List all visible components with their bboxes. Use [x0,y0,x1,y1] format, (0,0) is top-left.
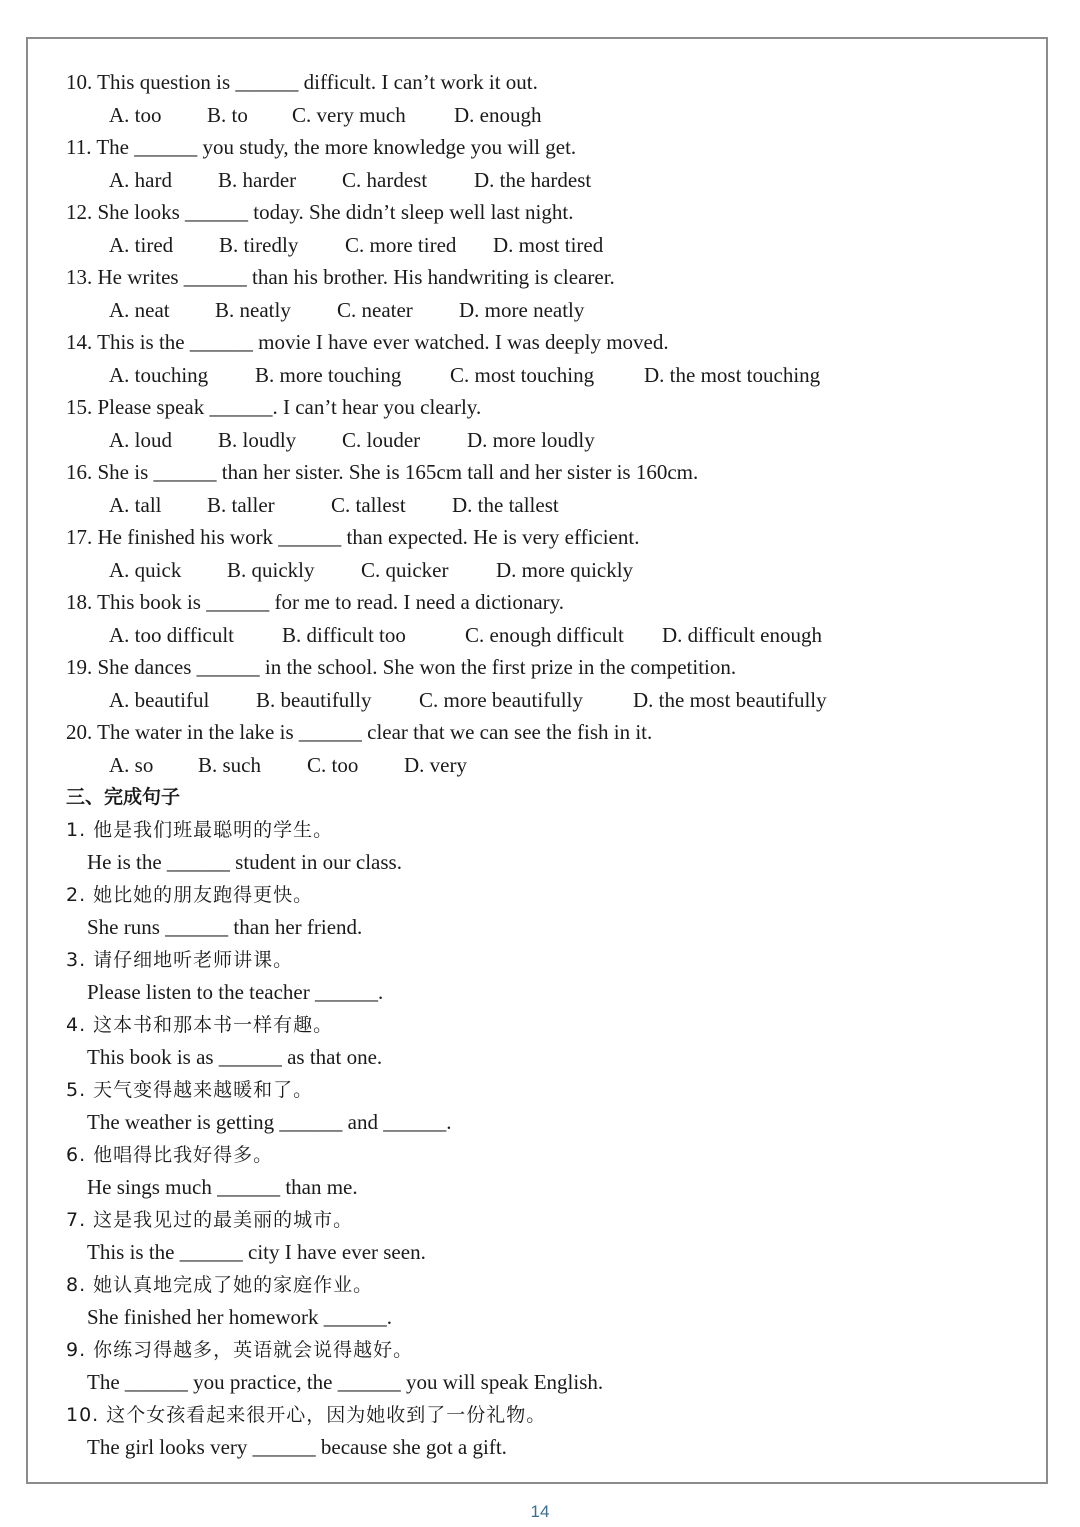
answer-option: D. enough [454,102,542,127]
question-options [66,554,1026,587]
question-options [66,684,1026,717]
answer-option: C. quicker [361,557,449,582]
answer-option: B. harder [218,167,297,192]
question-stem: 15. Please speak ______. I can’t hear you clearly. [66,395,482,419]
answer-option: B. difficult too [282,622,406,647]
answer-option: C. enough difficult [465,622,624,647]
chinese-prompt: 7. 这是我见过的最美丽的城市。 [66,1208,354,1231]
english-sentence: The ______ you practice, the ______ you will speak English. [87,1370,604,1394]
answer-option: B. loudly [218,427,297,452]
answer-option: A. loud [109,427,172,452]
section-heading: 三、完成句子 [66,786,181,808]
answer-option: A. touching [109,362,209,387]
question-options [66,294,1026,327]
answer-option: D. very [404,752,467,777]
answer-option: B. quickly [227,557,315,582]
answer-option: A. too difficult [109,622,235,647]
chinese-prompt: 8. 她认真地完成了她的家庭作业。 [66,1273,374,1296]
answer-option: D. most tired [493,232,604,257]
answer-option: B. beautifully [256,687,372,712]
question-options [66,424,1026,457]
chinese-prompt: 3. 请仔细地听老师讲课。 [66,948,294,971]
chinese-prompt: 6. 他唱得比我好得多。 [66,1143,274,1166]
question-options [66,489,1026,522]
question-options [66,229,1026,262]
answer-option: C. hardest [342,167,428,192]
answer-option: A. too [109,102,162,127]
answer-option: D. the most touching [644,362,821,387]
complete-sentences-list [66,814,1026,1464]
answer-option: C. most touching [450,362,595,387]
chinese-prompt: 5. 天气变得越来越暖和了。 [66,1078,314,1101]
question-stem: 10. This question is ______ difficult. I can’t work it out. [66,70,538,94]
answer-option: C. tallest [331,492,406,517]
question-options [66,619,1026,652]
english-sentence: She runs ______ than her friend. [87,915,363,939]
answer-option: A. quick [109,557,182,582]
english-sentence: He sings much ______ than me. [87,1175,358,1199]
english-sentence: Please listen to the teacher ______. [87,980,384,1004]
answer-option: C. louder [342,427,421,452]
answer-option: C. too [307,752,359,777]
answer-option: C. very much [292,102,406,127]
answer-option: D. more loudly [467,427,595,452]
english-sentence: The girl looks very ______ because she got a gift. [87,1435,507,1459]
question-options [66,164,1026,197]
question-stem: 13. He writes ______ than his brother. His handwriting is clearer. [66,265,615,289]
question-stem: 16. She is ______ than her sister. She is 165cm tall and her sister is 160cm. [66,460,699,484]
english-sentence: This book is as ______ as that one. [87,1045,383,1069]
answer-option: D. the tallest [452,492,559,517]
chinese-prompt: 4. 这本书和那本书一样有趣。 [66,1013,334,1036]
answer-option: B. tiredly [219,232,299,257]
chinese-prompt: 2. 她比她的朋友跑得更快。 [66,883,314,906]
answer-option: B. such [198,752,261,777]
answer-option: C. neater [337,297,413,322]
question-stem: 19. She dances ______ in the school. She won the first prize in the competition. [66,655,737,679]
question-stem: 18. This book is ______ for me to read. I need a dictionary. [66,590,565,614]
question-stem: 11. The ______ you study, the more knowledge you will get. [66,135,577,159]
answer-option: A. neat [109,297,170,322]
answer-option: B. more touching [255,362,402,387]
answer-option: D. difficult enough [662,622,823,647]
question-stem: 17. He finished his work ______ than expected. He is very efficient. [66,525,640,549]
english-sentence: She finished her homework ______. [87,1305,393,1329]
question-stem: 12. She looks ______ today. She didn’t sleep well last night. [66,200,574,224]
answer-option: D. more quickly [496,557,634,582]
worksheet-content [66,66,1026,1464]
question-options [66,99,1026,132]
english-sentence: The weather is getting ______ and ______. [87,1110,452,1134]
multiple-choice-list [66,66,1026,781]
chinese-prompt: 9. 你练习得越多，英语就会说得越好。 [66,1338,414,1361]
answer-option: C. more beautifully [419,687,583,712]
answer-option: B. taller [207,492,275,517]
answer-option: B. neatly [215,297,291,322]
answer-option: B. to [207,102,248,127]
question-stem: 14. This is the ______ movie I have ever watched. I was deeply moved. [66,330,669,354]
answer-option: A. tired [109,232,174,257]
english-sentence: He is the ______ student in our class. [87,850,402,874]
chinese-prompt: 1. 他是我们班最聪明的学生。 [66,818,334,841]
question-options [66,749,1026,782]
answer-option: C. more tired [345,232,457,257]
english-sentence: This is the ______ city I have ever seen. [87,1240,426,1264]
chinese-prompt: 10. 这个女孩看起来很开心，因为她收到了一份礼物。 [66,1403,547,1426]
answer-option: D. the most beautifully [633,687,827,712]
page-number: 14 [530,1502,550,1521]
answer-option: A. so [109,752,154,777]
question-stem: 20. The water in the lake is ______ clear that we can see the fish in it. [66,720,653,744]
answer-option: A. hard [109,167,172,192]
answer-option: A. beautiful [109,687,210,712]
answer-option: A. tall [109,492,162,517]
answer-option: D. the hardest [474,167,592,192]
answer-option: D. more neatly [459,297,585,322]
question-options [66,359,1026,392]
